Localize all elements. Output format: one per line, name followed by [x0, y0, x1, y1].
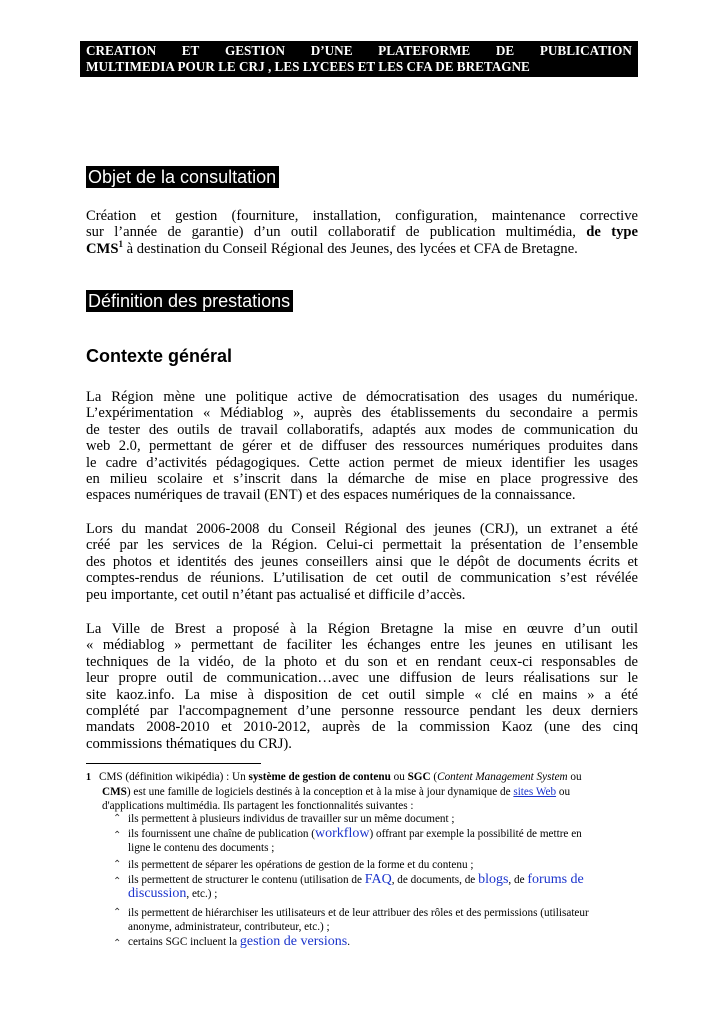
banner-word: GESTION — [224, 43, 286, 58]
text-line: L’expérimentation « Médiablog », auprès des établissements du secondaire a permis — [86, 405, 638, 422]
text-line: La Ville de Brest a proposé à la Région Bretagne la mise en œuvre d’un outil — [86, 621, 638, 637]
footnote-line: d'applications multimédia. Ils partagent les fonctionnalités suivantes : — [102, 800, 414, 812]
banner-line-2: MULTIMEDIA POUR LE CRJ , LES LYCEES ET LES CFA DE BRETAGNE — [86, 59, 530, 74]
text-run: ils permettent à plusieurs individus de travailler sur un même document ; — [128, 813, 455, 825]
forums-link[interactable]: forums de — [527, 872, 584, 887]
banner-word: DE — [495, 43, 515, 58]
text-line: en milieu scolaire et s’inscrit dans la démarche de mise en place progressive des — [86, 470, 638, 487]
forums-link[interactable]: discussion — [128, 886, 187, 901]
text-line: leur propre outil de communication…avec une diffusion de leurs réalisations sur le — [86, 670, 638, 687]
text-line: comptes-rendus de réunions. L’utilisation de cet outil de communication s’est révélée — [86, 570, 638, 587]
text-run: , etc.) ; — [186, 888, 218, 900]
text-line — [128, 827, 648, 841]
footnote-bullet-item — [128, 873, 648, 901]
footnote-bullet-item — [128, 858, 648, 872]
text-run: CMS (définition wikipédia) : Un — [99, 771, 249, 783]
footnote-line — [86, 785, 646, 799]
banner-word: PUBLICATION — [539, 43, 632, 58]
bullet-icon: ⌃ — [113, 876, 122, 887]
text-line — [128, 935, 648, 949]
text-run: ( — [430, 771, 438, 783]
footnote-number: 1 — [86, 772, 91, 783]
footnote — [86, 770, 646, 813]
text-line: complété par l'accompagnement d’une personne ressource pendant les deux derniers — [86, 702, 638, 719]
footnote-ref[interactable]: 1 — [118, 238, 123, 249]
gestion-versions-link[interactable]: gestion de versions — [239, 934, 348, 949]
text-line: créé par les services de la Région. Celui-ci permettait la présentation de l’ensemble — [86, 537, 638, 554]
text-run: ou — [556, 786, 571, 798]
bullet-icon: ⌃ — [113, 938, 122, 949]
bullet-icon: ⌃ — [113, 859, 122, 870]
italic-run: Content Management System — [437, 771, 568, 783]
text-line: Lors du mandat 2006-2008 du Conseil Régional des jeunes (CRJ), un extranet a été — [86, 521, 638, 537]
banner-word: PLATEFORME — [378, 43, 471, 58]
faq-link[interactable]: FAQ — [364, 872, 392, 887]
text-run: . — [347, 936, 350, 948]
text-line — [86, 238, 638, 257]
text-run: ) offrant par exemple la possibilité de mettre en — [369, 828, 582, 840]
text-line: le cadre d’activités pédagogiques. Cette action permet de mieux identifier les usages — [86, 454, 638, 471]
text-run: ils fournissent une chaîne de publication ( — [128, 828, 316, 840]
footnote-bullet-item — [128, 906, 648, 934]
footnote-bullet-item — [128, 812, 648, 826]
text-line: commissions thématiques du CRJ). — [86, 735, 292, 752]
text-run: à destination du Conseil Régional des Jeunes, des lycées et CFA de Bretagne. — [122, 240, 578, 257]
text-line: mandats 2008-2010 et 2010-2012, auprès de la commission Kaoz (une des cinq — [86, 719, 638, 736]
text-line: site kaoz.info. La mise à disposition de cet outil simple « clé en mains » a été — [86, 686, 638, 703]
text-run: ils permettent de séparer les opérations de gestion de la forme et du contenu ; — [128, 859, 474, 871]
text-line — [128, 873, 648, 887]
banner-word: D’UNE — [310, 43, 353, 58]
bold-run: système de gestion de contenu — [248, 771, 391, 783]
bullet-icon: ⌃ — [113, 830, 122, 841]
text-line: « médiablog » permettant de faciliter les échanges entre les jeunes en utilisant les — [86, 637, 638, 654]
blogs-link[interactable]: blogs — [478, 872, 509, 887]
bold-run: CMS — [86, 240, 119, 257]
text-line: anonyme, administrateur, contributeur, etc.) ; — [128, 921, 330, 933]
text-line: des photos et identités des jeunes conseillers ainsi que le dépôt de documents écrits et — [86, 553, 638, 570]
text-run: ou — [567, 771, 582, 783]
contexte-paragraph-2 — [86, 521, 638, 603]
text-run: certains SGC incluent la — [128, 936, 240, 948]
text-run: ) est une famille de logiciels destinés à la conception et à la mise à jour dynamique de — [126, 786, 514, 798]
banner-line-1 — [86, 43, 632, 59]
text-run: ils permettent de structurer le contenu (utilisation de — [128, 874, 365, 886]
bullet-icon: ⌃ — [113, 813, 122, 824]
text-line — [128, 887, 648, 901]
banner-word: ET — [181, 43, 200, 58]
contexte-paragraph-3 — [86, 621, 638, 752]
footnote-line — [86, 770, 646, 785]
section-title-objet: Objet de la consultation — [86, 166, 279, 188]
text-run: ou — [390, 771, 408, 783]
banner-word: CREATION — [86, 43, 157, 58]
text-line: peu importante, cet outil n’étant pas actualisé et difficile d’accès. — [86, 586, 466, 603]
footnote-bullet-item — [128, 827, 648, 855]
objet-paragraph — [86, 208, 638, 257]
contexte-paragraph-1 — [86, 389, 638, 504]
text-line: de tester des outils de travail collaboratifs, adaptés aux modes de communication du — [86, 421, 638, 438]
text-run: , de documents, de — [391, 874, 479, 886]
workflow-link[interactable]: workflow — [315, 826, 370, 841]
text-line: ils permettent de hiérarchiser les utilisateurs et de leur attribuer des rôles et des permissions (utilisateur — [128, 907, 589, 919]
text-line: ligne le contenu des documents ; — [128, 842, 275, 854]
sites-web-link[interactable]: sites Web — [513, 786, 557, 798]
text-line: La Région mène une politique active de démocratisation des usages du numérique. — [86, 389, 638, 405]
text-line: techniques de la vidéo, de la photo et du son et en rendant ceux-ci responsables de — [86, 653, 638, 670]
text-run: , de — [508, 874, 528, 886]
footnote-bullet-item — [128, 935, 648, 949]
title-banner — [80, 41, 638, 77]
text-line: espaces numériques de travail (ENT) et des espaces numériques de la connaissance. — [86, 487, 576, 504]
text-line — [86, 224, 638, 240]
text-line: Création et gestion (fourniture, installation, configuration, maintenance corrective — [86, 208, 638, 224]
bold-run: SGC — [407, 771, 431, 783]
bold-run: CMS — [102, 786, 127, 798]
bold-run: de type — [586, 224, 638, 241]
bullet-icon: ⌃ — [113, 907, 122, 918]
section-title-contexte: Contexte général — [86, 346, 233, 366]
text-line: web 2.0, permettant de gérer et de diffuser des ressources numériques produites dans — [86, 438, 638, 455]
footnote-separator — [86, 763, 261, 764]
text-run: sur l’année de garantie) d’un outil collaboratif de publication multimédia, — [86, 224, 587, 241]
section-title-definition: Définition des prestations — [86, 290, 293, 312]
